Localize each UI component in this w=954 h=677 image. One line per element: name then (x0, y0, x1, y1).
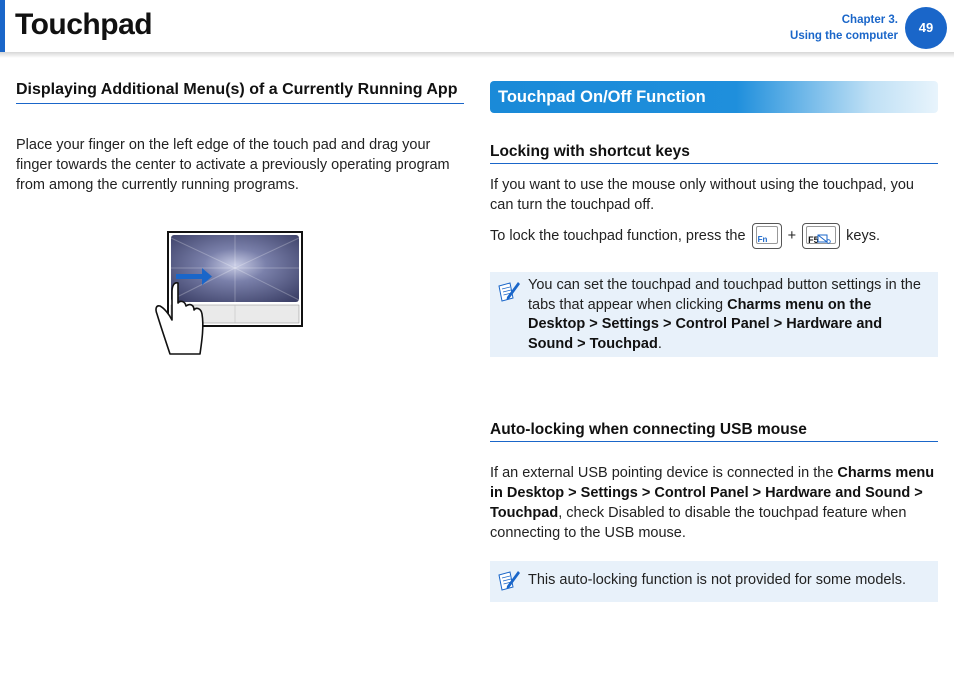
lock-instruction-prefix: To lock the touchpad function, press the (490, 228, 746, 244)
plus-sign: + (787, 228, 797, 244)
autolock-heading: Auto-locking when connecting USB mouse (490, 420, 938, 442)
autolock-bold-path: Charms menu in Desktop > Settings > Control Panel > Hardware and Sound > Touchpad (490, 465, 935, 521)
lock-instruction (490, 223, 938, 253)
note1-text-after: . (657, 335, 662, 352)
f5-key-icon (802, 223, 840, 249)
left-section-paragraph: Place your finger on the left edge of the touch pad and drag your finger towards the center to activate a previously operating program from among the currently running programs. (16, 137, 450, 193)
touchpad-off-icon (817, 234, 831, 244)
locking-paragraph: If you want to use the mouse only without using the touchpad, you can turn the touchpad off. (490, 177, 914, 213)
note-pencil-icon (496, 567, 522, 593)
header-divider (0, 52, 954, 58)
note1-text-before: You can set the touchpad and touchpad button settings in the tabs that appear when clicking (528, 277, 921, 313)
autolock-paragraph (490, 463, 938, 543)
fn-key-icon (752, 223, 782, 249)
settings-note (490, 272, 938, 357)
autolock-text-before: If an external USB pointing device is connected in the (490, 465, 838, 481)
page-title: Touchpad (15, 8, 153, 41)
autolock-text-after: , check Disabled to disable the touchpad feature when connecting to the USB mouse. (490, 505, 907, 541)
f5-key-label: F5 (808, 235, 819, 246)
swipe-arrow-shaft (176, 274, 204, 279)
lock-instruction-suffix: keys. (846, 228, 880, 244)
chapter-title: Using the computer (790, 30, 898, 42)
fn-key-label: Fn (757, 235, 768, 245)
chapter-label (790, 12, 898, 44)
model-note (490, 561, 938, 602)
note1-bold-path: Charms menu on the Desktop > Settings > Control Panel > Hardware and Sound > Touchpad (528, 296, 883, 352)
note-pencil-icon (496, 278, 522, 304)
section-banner: Touchpad On/Off Function (490, 81, 938, 113)
touchpad-swipe-illustration (150, 228, 310, 358)
locking-heading: Locking with shortcut keys (490, 142, 938, 164)
page-number-badge: 49 (905, 7, 947, 49)
left-section-heading: Displaying Additional Menu(s) of a Currently Running App (16, 79, 464, 104)
note2-text: This auto-locking function is not provided for some models. (528, 572, 906, 588)
chapter-number: Chapter 3. (841, 14, 898, 26)
header-accent-bar (0, 0, 5, 52)
